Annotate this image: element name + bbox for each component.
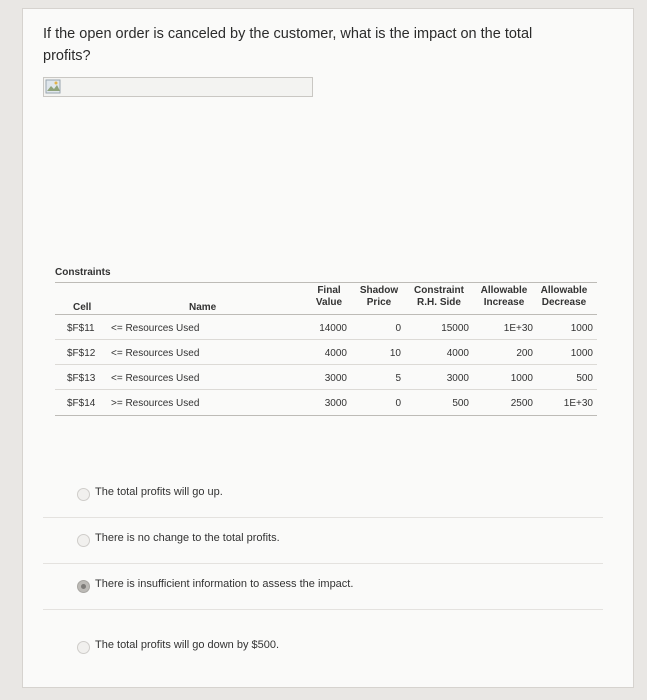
header-shadow-price: Shadow Price (359, 285, 399, 308)
answer-option-label: There is insufficient information to assess the impact. (95, 578, 354, 590)
row-cell: $F$14 (67, 398, 96, 409)
header-name: Name (189, 302, 217, 313)
question-text: If the open order is canceled by the customer, what is the impact on the total profits? (43, 26, 533, 64)
answer-option-label: There is no change to the total profits. (95, 532, 280, 544)
image-placeholder (43, 77, 313, 97)
row-final-value: 3000 (324, 398, 347, 409)
question-card (22, 8, 634, 688)
row-divider (55, 339, 597, 340)
row-allowable-increase: 2500 (510, 398, 533, 409)
radio-button-selected[interactable] (77, 580, 90, 593)
radio-button[interactable] (77, 534, 90, 547)
row-divider (55, 389, 597, 390)
header-bottom-rule (55, 314, 597, 315)
row-shadow-price: 10 (389, 348, 401, 359)
row-allowable-decrease: 1000 (570, 348, 593, 359)
row-name: <= Resources Used (111, 348, 200, 359)
radio-button[interactable] (77, 641, 90, 654)
table-top-rule (55, 282, 597, 283)
row-shadow-price: 5 (395, 373, 401, 384)
answer-option[interactable] (43, 479, 603, 518)
row-allowable-increase: 200 (516, 348, 533, 359)
row-shadow-price: 0 (395, 398, 401, 409)
row-allowable-increase: 1E+30 (503, 323, 533, 334)
row-name: <= Resources Used (111, 373, 200, 384)
row-cell: $F$13 (67, 373, 96, 384)
row-shadow-price: 0 (395, 323, 401, 334)
table-bottom-rule (55, 415, 597, 416)
row-allowable-increase: 1000 (510, 373, 533, 384)
row-rh-side: 3000 (446, 373, 469, 384)
row-name: >= Resources Used (111, 398, 200, 409)
row-rh-side: 4000 (446, 348, 469, 359)
answer-option-label: The total profits will go down by $500. (95, 639, 280, 651)
answer-option[interactable] (43, 525, 603, 564)
broken-image-icon (45, 79, 63, 95)
header-final-value: Final Value (315, 285, 343, 308)
header-allowable-decrease: Allowable Decrease (540, 285, 588, 308)
answer-option[interactable] (43, 617, 603, 655)
row-name: <= Resources Used (111, 323, 200, 334)
row-cell: $F$12 (67, 348, 96, 359)
row-rh-side: 15000 (441, 323, 469, 334)
row-rh-side: 500 (452, 398, 469, 409)
header-rh-side: Constraint R.H. Side (414, 285, 464, 308)
row-allowable-decrease: 1000 (570, 323, 593, 334)
row-final-value: 4000 (324, 348, 347, 359)
row-allowable-decrease: 1E+30 (563, 398, 593, 409)
radio-button[interactable] (77, 488, 90, 501)
header-cell: Cell (73, 302, 92, 313)
constraints-title: Constraints (55, 267, 111, 278)
answer-option-selected[interactable] (43, 571, 603, 610)
row-divider (55, 364, 597, 365)
row-cell: $F$11 (67, 323, 95, 334)
row-final-value: 3000 (324, 373, 347, 384)
row-allowable-decrease: 500 (576, 373, 593, 384)
header-allowable-increase: Allowable Increase (480, 285, 528, 308)
row-final-value: 14000 (319, 323, 347, 334)
answer-option-label: The total profits will go up. (95, 486, 223, 498)
